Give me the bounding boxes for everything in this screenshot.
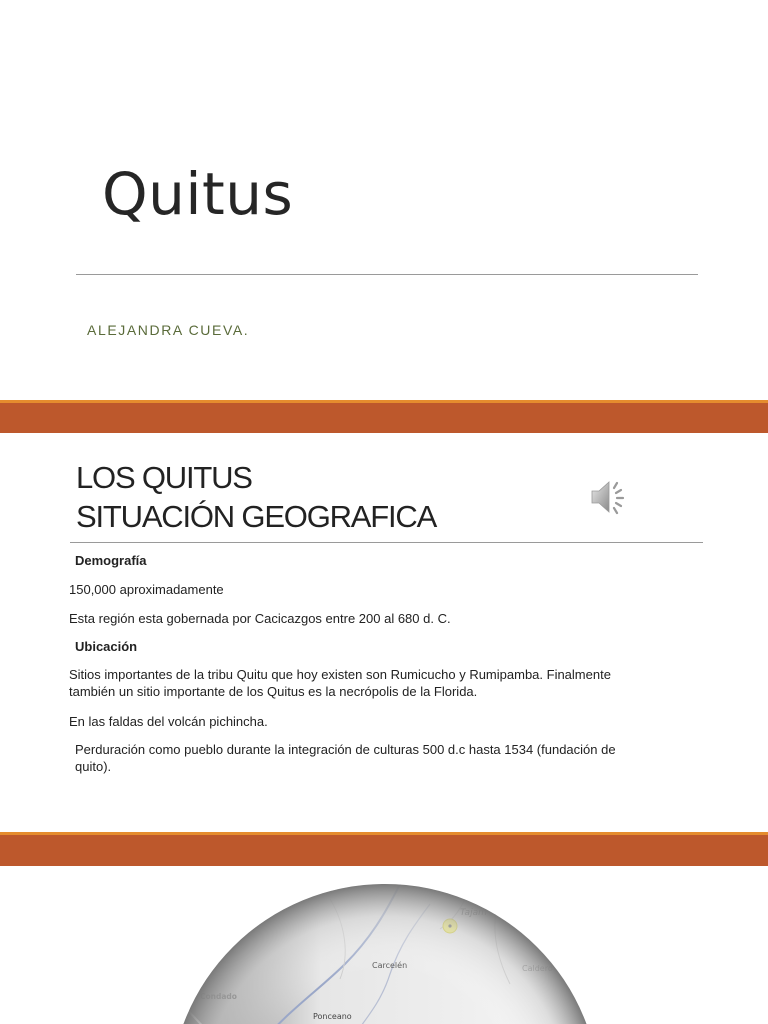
heading-line-1: LOS QUITUS xyxy=(76,460,252,495)
title-slide xyxy=(0,0,768,400)
paragraph-duration-line-2: quito). xyxy=(75,759,112,774)
map-image xyxy=(170,884,600,1024)
content-slide xyxy=(0,433,768,832)
slide-heading xyxy=(76,458,436,536)
paragraph-duration xyxy=(75,741,705,775)
heading-line-2: SITUACIÓN GEOGRAFICA xyxy=(76,499,437,534)
paragraph-government: Esta región esta gobernada por Cacicazgos entre 200 al 680 d. C. xyxy=(69,611,451,626)
paragraph-volcano: En las faldas del volcán pichincha. xyxy=(69,714,268,729)
paragraph-population: 150,000 aproximadamente xyxy=(69,582,224,597)
slide-separator-band xyxy=(0,400,768,433)
paragraph-sites-line-1: Sitios importantes de la tribu Quitu que hoy existen son Rumicucho y Rumipamba. Finalmente xyxy=(69,667,611,682)
paragraph-sites-line-2: también un sitio importante de los Quitus es la necrópolis de la Florida. xyxy=(69,684,478,699)
heading-divider xyxy=(70,542,703,543)
section-heading-ubicacion: Ubicación xyxy=(75,639,138,654)
slide-subtitle: ALEJANDRA CUEVA. xyxy=(87,322,250,338)
slide-separator-band xyxy=(0,832,768,866)
slide-title: Quitus xyxy=(102,160,294,228)
section-heading-demografia: Demografía xyxy=(75,553,147,568)
title-divider xyxy=(76,274,698,275)
paragraph-duration-line-1: Perduración como pueblo durante la integración de culturas 500 d.c hasta 1534 (fundación de xyxy=(75,742,616,757)
paragraph-sites xyxy=(69,666,699,700)
map-slide xyxy=(0,866,768,1024)
speaker-icon[interactable] xyxy=(589,477,631,517)
